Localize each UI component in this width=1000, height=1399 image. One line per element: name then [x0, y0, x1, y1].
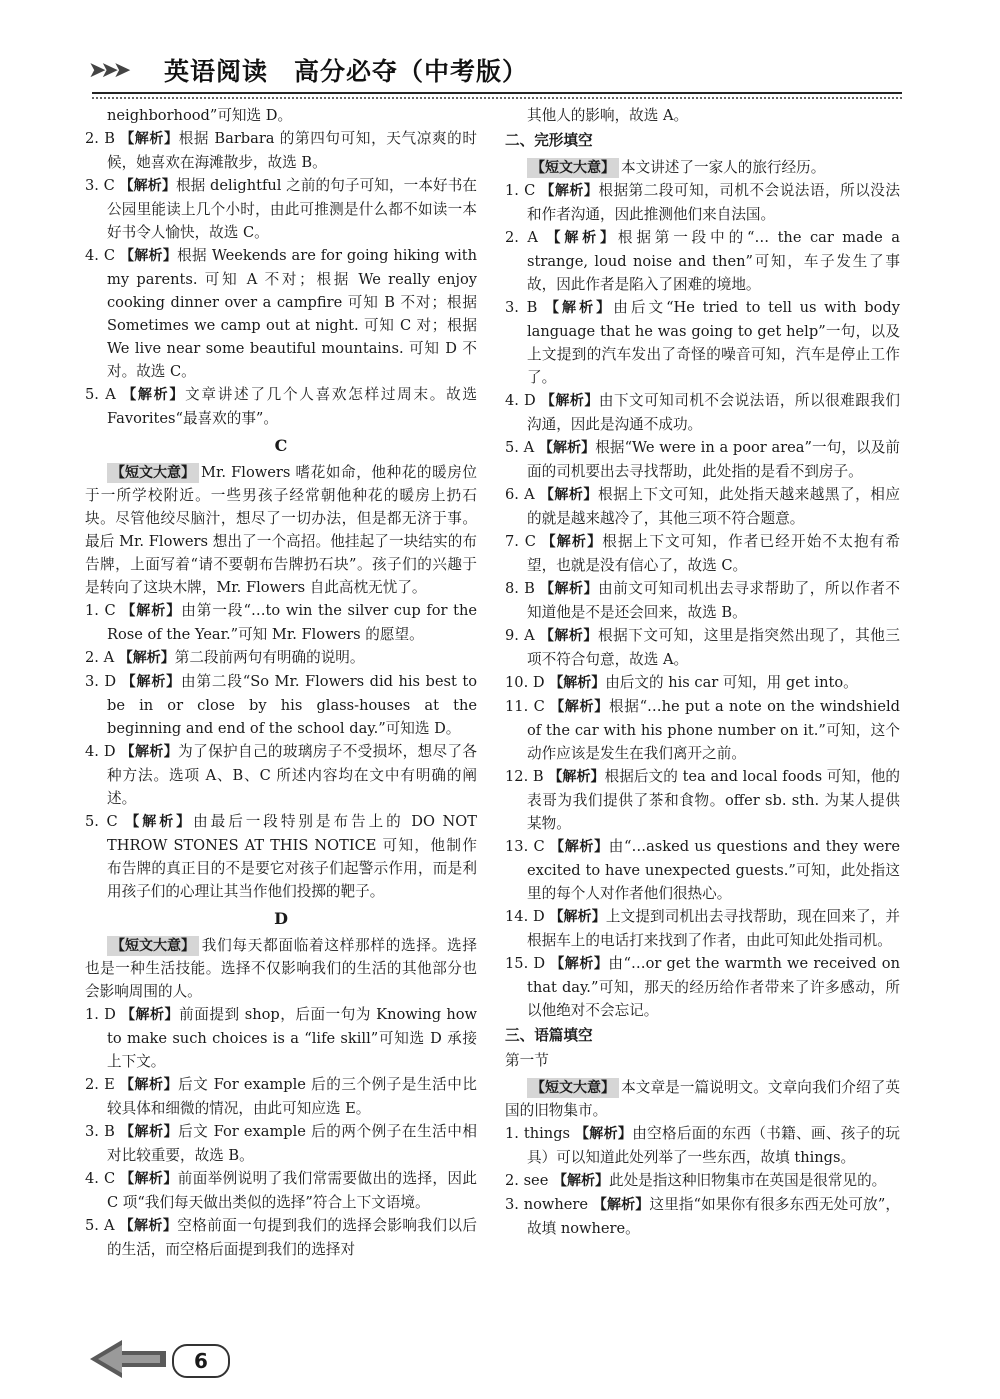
answer-item	[85, 670, 477, 740]
answer-item	[85, 810, 477, 903]
analysis-label: 【解析】	[121, 603, 182, 619]
answer-key: 3. nowhere	[505, 1196, 589, 1213]
summary-tag: 【短文大意】	[527, 158, 619, 178]
analysis-label: 【解析】	[118, 650, 175, 666]
answer-item	[505, 1122, 900, 1169]
analysis-text: 由下文可知司机不会说法语，所以很难跟我们沟通，因此是沟通不成功。	[527, 392, 901, 433]
answer-key: 4. C	[85, 1170, 116, 1187]
analysis-text: 由“…or get the warmth we received on that day.”可知，那天的经历给作者带来了许多感动，所以他绝对不会忘记。	[527, 955, 900, 1019]
answer-key: 13. C	[505, 838, 545, 855]
answer-item	[505, 179, 900, 226]
answer-key: 1. C	[85, 602, 116, 619]
analysis-text: 上文提到司机出去寻找帮助，现在回来了，并根据车上的电话打来找到了作者，由此可知此处指司机。	[527, 908, 900, 949]
analysis-text: 由前文可知司机出去寻求帮助了，所以作者不知道他是不是还会回来，故选 B。	[527, 580, 900, 621]
analysis-label: 【解析】	[121, 674, 182, 690]
answer-key: 2. A	[85, 649, 115, 666]
section-heading-cloze: 二、完形填空	[505, 132, 593, 149]
section-heading-passage-fill: 三、语篇填空	[505, 1027, 593, 1044]
analysis-label: 【解析】	[539, 628, 598, 644]
analysis-label: 【解析】	[120, 744, 179, 760]
answer-key: 9. A	[505, 627, 535, 644]
answer-item	[505, 695, 900, 765]
text-line: neighborhood”可知选 D。	[107, 107, 293, 124]
analysis-label: 【解析】	[574, 1126, 633, 1142]
summary-text: 我们每天都面临着这样那样的选择。选择也是一种生活技能。选择不仅影响我们的生活的其他部分也会影响周围的人。	[85, 937, 477, 1000]
answer-item	[505, 577, 900, 624]
analysis-text: 第二段前两句有明确的说明。	[174, 649, 365, 666]
analysis-label: 【解析】	[120, 1124, 179, 1140]
analysis-text: 根据 delightful 之前的句子可知，一本好书在公园里能读上几个小时，由此可推测是什么都不如读一本好书令人愉快，故选 C。	[107, 177, 477, 241]
analysis-text: 根据 Barbara 的第四句可知，天气凉爽的时候，她喜欢在海滩散步，故选 B。	[107, 130, 477, 171]
answer-key: 7. C	[505, 533, 536, 550]
answer-item	[85, 1214, 477, 1261]
analysis-label: 【解析】	[541, 534, 603, 550]
analysis-label: 【解析】	[550, 956, 609, 972]
analysis-label: 【解析】	[538, 440, 596, 456]
header-rule	[92, 92, 902, 94]
answer-item	[505, 952, 900, 1022]
analysis-text: 空格前面一句提到我们的选择会影响我们以后的生活，而空格后面提到我们的选择对	[107, 1217, 478, 1258]
answer-key: 2. E	[85, 1076, 115, 1093]
analysis-text: 由最后一段特别是布告上的 DO NOT THROW STONES AT THIS NOTICE 可知，他制作布告牌的真正目的不是要它对孩子们起警示作用，而是利用孩子们的心理让其当作他们投掷的靶子。	[107, 813, 478, 900]
analysis-label: 【解析】	[549, 909, 606, 925]
analysis-label: 【解析】	[119, 1218, 178, 1234]
answer-item	[505, 765, 900, 835]
summary-text: 本文讲述了一家人的旅行经历。	[621, 159, 826, 176]
analysis-text: 根据后文的 tea and local foods 可知，他的表哥为我们提供了茶和食物。offer sb. sth. 为某人提供某物。	[527, 768, 901, 832]
analysis-label: 【解析】	[125, 814, 194, 830]
analysis-label: 【解析】	[540, 581, 599, 597]
answer-key: 1. things	[505, 1125, 571, 1142]
answer-key: 8. B	[505, 580, 535, 597]
book-title: 英语阅读 高分必夺（中考版）	[164, 57, 529, 86]
answer-key: 1. D	[85, 1006, 116, 1023]
summary-paragraph	[85, 934, 477, 1003]
answer-key: 6. A	[505, 486, 535, 503]
answer-item	[505, 296, 900, 389]
summary-paragraph	[85, 461, 477, 599]
analysis-label: 【解析】	[122, 387, 186, 403]
arrows-icon: ➤➤➤	[88, 58, 126, 83]
answer-item	[85, 1120, 477, 1167]
analysis-text: 根据第二段可知，司机不会说法语，所以没法和作者沟通，因此推测他们来自法国。	[527, 182, 901, 223]
analysis-text: 由“…asked us questions and they were excited to have unexpected guests.”可知，此处指这里的每个人对作者他们很热心。	[527, 838, 901, 902]
answer-item	[505, 226, 900, 296]
analysis-text: 根据上下文可知，此处指天越来越黑了，相应的就是越来越冷了，其他三项不符合题意。	[527, 486, 900, 527]
answer-item	[85, 174, 477, 244]
answer-item	[85, 646, 477, 670]
analysis-label: 【解析】	[540, 183, 599, 199]
analysis-text: 根据第一段中的“… the car made a strange, loud noise and then”可知，车子发生了事故，因此作者是陷入了困难的境地。	[527, 229, 901, 293]
answer-item	[85, 599, 477, 646]
summary-paragraph	[505, 1076, 900, 1122]
subsection-heading: 第一节	[505, 1052, 549, 1069]
answer-item	[85, 383, 477, 430]
summary-text: 本文章是一篇说明文。文章向我们介绍了英国的旧物集市。	[505, 1079, 900, 1119]
answer-key: 3. D	[85, 673, 117, 690]
analysis-text: 后文 For example 后的三个例子是生活中比较具体和细微的情况，由此可知应选 E。	[107, 1076, 478, 1117]
answer-item	[85, 1073, 477, 1120]
answer-item	[505, 436, 900, 483]
analysis-label: 【解析】	[120, 1007, 180, 1023]
analysis-text: 由后文“He tried to tell us with body language that he was going to get help”一句，以及上文提到的汽车发出了奇怪的噪音可知，汽车是停止工作了。	[527, 299, 900, 386]
answer-item	[85, 244, 477, 383]
answer-key: 4. D	[85, 743, 116, 760]
analysis-text: 根据“…he put a note on the windshield of the car with his phone number on it.”可知，这个动作应该是发生在我们离开之前。	[527, 698, 901, 762]
summary-tag: 【短文大意】	[107, 936, 199, 956]
analysis-text: 根据下文可知，这里是指突然出现了，其他三项不符合句意，故选 A。	[527, 627, 900, 668]
analysis-label: 【解析】	[119, 178, 176, 194]
analysis-label: 【解析】	[552, 1173, 609, 1189]
analysis-label: 【解析】	[550, 699, 609, 715]
analysis-text: 由空格后面的东西（书籍、画、孩子的玩具）可以知道此处列举了一些东西，故填 things。	[527, 1125, 901, 1166]
analysis-label: 【解析】	[540, 393, 599, 409]
analysis-label: 【解析】	[539, 487, 598, 503]
summary-tag: 【短文大意】	[527, 1078, 619, 1098]
answer-item	[85, 127, 477, 174]
analysis-text: 由第二段“So Mr. Flowers did his best to be in or close by his glass-houses at the beginning and end of the school day.”可知选 D。	[107, 673, 478, 737]
left-column	[85, 104, 477, 1261]
text-line: 其他人的影响，故选 A。	[527, 107, 689, 124]
analysis-text: 后文 For example 后的两个例子在生活中相对比较重要，故选 B。	[107, 1123, 478, 1164]
analysis-text: 为了保护自己的玻璃房子不受损坏，想尽了各种方法。选项 A、B、C 所述内容均在文中有明确的阐述。	[107, 743, 478, 807]
right-column	[505, 104, 900, 1240]
summary-tag: 【短文大意】	[107, 463, 199, 483]
analysis-text: 由后文的 his car 可知，用 get into。	[605, 674, 858, 691]
answer-key: 5. A	[85, 386, 116, 403]
section-heading-c: C	[274, 436, 288, 455]
answer-item	[85, 1167, 477, 1214]
answer-key: 5. A	[85, 1217, 115, 1234]
answer-item	[505, 1169, 900, 1193]
answer-key: 1. C	[505, 182, 536, 199]
page-header	[82, 48, 902, 98]
analysis-text: 根据“We were in a poor area”一句，以及前面的司机要出去寻找帮助，此处指的是看不到房子。	[527, 439, 900, 480]
answer-item	[505, 389, 900, 436]
answer-key: 4. D	[505, 392, 536, 409]
answer-item	[85, 1003, 477, 1073]
answer-item	[505, 671, 900, 695]
answer-item	[505, 624, 900, 671]
answer-key: 4. C	[85, 247, 116, 264]
answer-key: 2. A	[505, 229, 538, 246]
analysis-label: 【解析】	[592, 1197, 650, 1213]
page-number: 6	[172, 1344, 230, 1378]
analysis-text: 根据上下文可知，作者已经开始不太抱有希望，也就是没有信心了，故选 C。	[527, 533, 900, 574]
answer-key: 15. D	[505, 955, 546, 972]
analysis-label: 【解析】	[120, 1171, 178, 1187]
answer-item	[505, 530, 900, 577]
answer-key: 3. C	[85, 177, 115, 194]
answer-item	[505, 483, 900, 530]
analysis-text: 由第一段“…to win the silver cup for the Rose of the Year.”可知 Mr. Flowers 的愿望。	[107, 602, 478, 643]
answer-key: 12. B	[505, 768, 544, 785]
answer-key: 5. A	[505, 439, 535, 456]
analysis-label: 【解析】	[550, 839, 609, 855]
analysis-label: 【解析】	[548, 769, 605, 785]
answer-key: 5. C	[85, 813, 118, 830]
answer-key: 3. B	[85, 1123, 115, 1140]
analysis-text: 这里指“如果你有很多东西无处可放”，故填 nowhere。	[527, 1196, 901, 1237]
answer-key: 3. B	[505, 299, 538, 316]
answer-item	[85, 740, 477, 810]
analysis-text: 此处是指这种旧物集市在英国是很常见的。	[608, 1172, 887, 1189]
analysis-text: 根据 Weekends are for going hiking with my parents. 可知 A 不对；根据 We really enjoy cooking dinner over a campfire 可知 B 不对；根据 Sometimes we camp out at night. 可知 C 对；根据 We live near some beautiful mountains. 可知 D 不对。故选 C。	[107, 247, 478, 380]
back-arrow-icon	[88, 1336, 168, 1382]
answer-key: 2. B	[85, 130, 115, 147]
analysis-label: 【解析】	[120, 131, 179, 147]
section-heading-d: D	[274, 909, 288, 928]
answer-key: 2. see	[505, 1172, 549, 1189]
answer-key: 11. C	[505, 698, 545, 715]
answer-key: 14. D	[505, 908, 545, 925]
header-dotted-rule	[92, 97, 902, 99]
answer-item	[505, 835, 900, 905]
analysis-label: 【解析】	[545, 300, 614, 316]
summary-paragraph	[505, 156, 900, 179]
analysis-label: 【解析】	[546, 230, 618, 246]
answer-item	[505, 1193, 900, 1240]
summary-text: Mr. Flowers 嗜花如命，他种花的暖房位于一所学校附近。一些男孩子经常朝他种花的暖房上扔石块。尽管他绞尽脑汁，想尽了一切办法，但是都无济于事。最后 Mr. Flowers 想出了一个高招。他挂起了一块结实的布告牌，上面写着“请不要朝布告牌扔石块”。孩子们的兴趣于是转向了这块木牌，Mr. Flowers 自此高枕无忧了。	[85, 464, 477, 596]
analysis-text: 前面举例说明了我们常需要做出的选择，因此 C 项“我们每天做出类似的选择”符合上下文语境。	[107, 1170, 477, 1211]
analysis-text: 文章讲述了几个人喜欢怎样过周末。故选 Favorites“最喜欢的事”。	[107, 386, 477, 427]
analysis-label: 【解析】	[119, 248, 178, 264]
answer-item	[505, 905, 900, 952]
answer-key: 10. D	[505, 674, 545, 691]
analysis-label: 【解析】	[549, 675, 606, 691]
analysis-label: 【解析】	[119, 1077, 179, 1093]
analysis-text: 前面提到 shop，后面一句为 Knowing how to make such choices is a “life skill”可知选 D 承接上下文。	[107, 1006, 477, 1070]
